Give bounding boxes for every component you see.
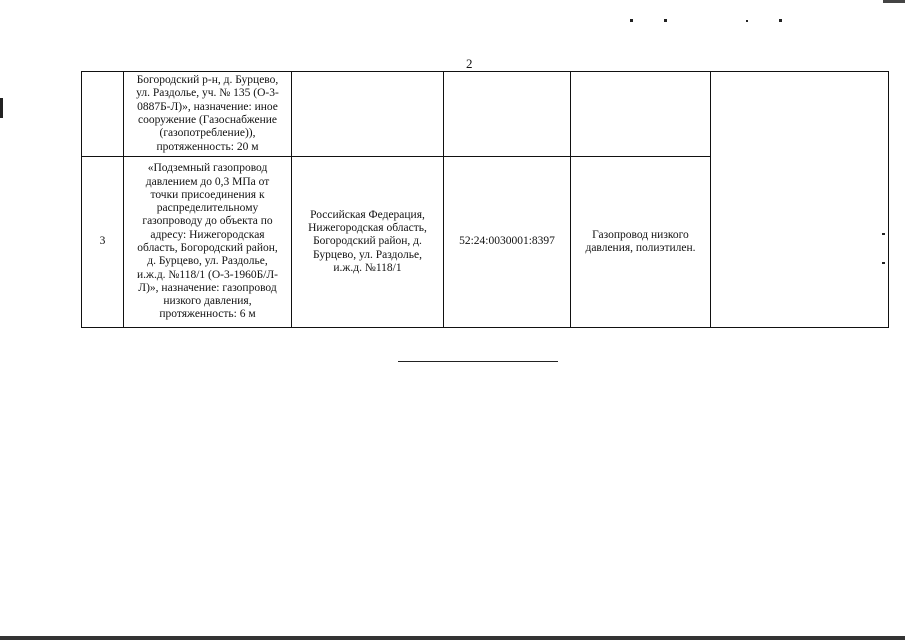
cadastral-cell: 52:24:0030001:8397 [444,157,571,328]
scan-speck [664,19,667,22]
row-number-cell [82,72,124,157]
address-cell: Российская Федерация, Нижегородская область, Богородский район, д. Бурцево, ул. Раздолье, и.ж.д. №118/1 [292,157,444,328]
scan-speck [746,20,748,22]
scan-bottom-edge [0,636,905,640]
scan-speck [779,19,782,22]
closing-rule [398,361,558,362]
description-cell: «Подземный газопровод давлением до 0,3 МПа от точки присоединения к распределительному газопроводу до объекта по адресу: Нижегородская область, Богородский район, д. Бурцево, ул. Раздолье, и.ж.д. №118/1 (О-3-1960Б/Л- Л)», назначение: газопровод низкого давления, протяженность: 6 м [124,157,292,328]
scan-speck [630,19,633,22]
description-cell: Богородский р-н, д. Бурцево, ул. Раздолье, уч. № 135 (О-3- 0887Б-Л)», назначение: иное сооружение (Газоснабжение (газопотребление)), протяженность: 20 м [124,72,292,157]
characteristic-cell [571,72,711,157]
extra-cell [711,72,889,328]
page-number: 2 [466,56,473,71]
scan-corner-mark [883,0,905,3]
row-number-cell: 3 [82,157,124,328]
table-row [82,72,889,157]
property-table [81,71,889,328]
address-cell [292,72,444,157]
scan-left-mark [0,98,3,118]
characteristic-cell: Газопровод низкого давления, полиэтилен. [571,157,711,328]
cadastral-cell [444,72,571,157]
